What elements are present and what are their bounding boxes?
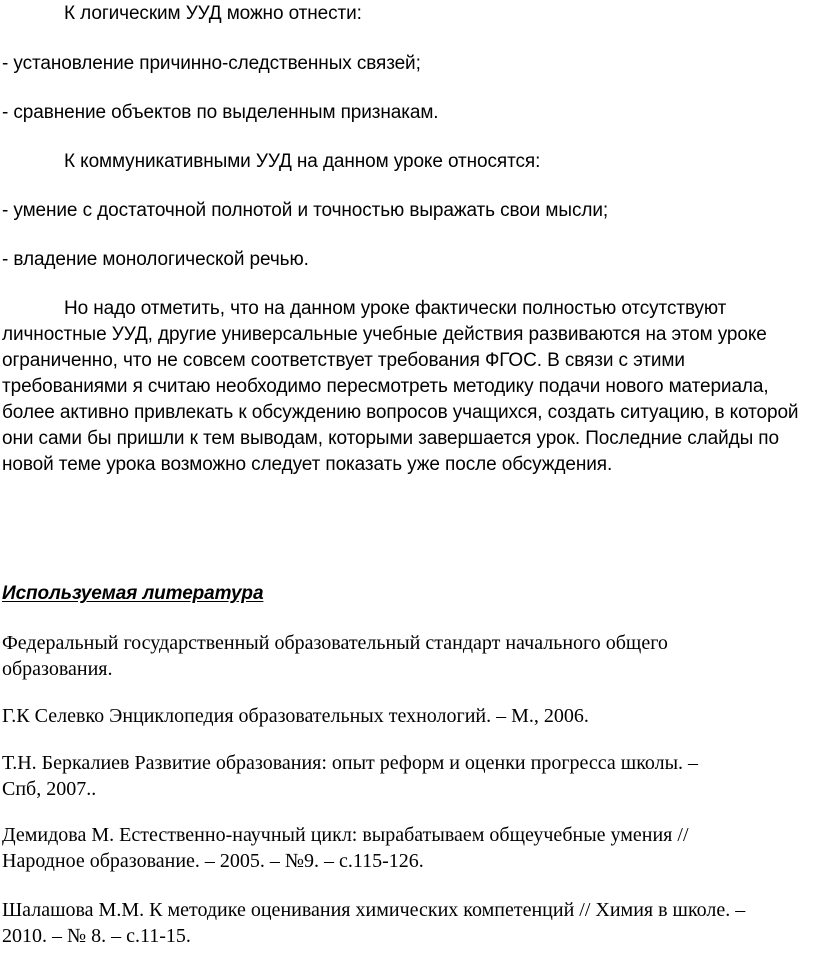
entry-line: Спб, 2007.. — [2, 778, 97, 800]
entry-line: Федеральный государственный образовательный стандарт начального общего — [2, 632, 668, 654]
literature-heading: Используемая литература — [2, 583, 264, 604]
paragraph-line: личностные УУД, другие универсальные учебные действия развиваются на этом уроке — [2, 324, 767, 345]
conclusion-paragraph — [2, 296, 814, 478]
literature-entry — [2, 897, 814, 949]
communicative-uud-item: - умение с достаточной полнотой и точностью выражать свои мысли; — [2, 200, 609, 221]
communicative-uud-intro: К коммуникативными УУД на данном уроке относятся: — [64, 151, 541, 172]
entry-line: Г.К Селевко Энциклопедия образовательных технологий. – М., 2006. — [2, 705, 589, 727]
entry-line: образования. — [2, 658, 113, 680]
literature-entry — [2, 630, 814, 682]
paragraph-line: требованиями я считаю необходимо пересмотреть методику подачи нового материала, — [2, 376, 769, 397]
literature-entry — [2, 822, 814, 874]
entry-line: Народное образование. – 2005. – №9. – с.115-126. — [2, 850, 424, 872]
entry-line: Шалашова М.М. К методике оценивания химических компетенций // Химия в школе. – — [2, 899, 746, 921]
literature-entry — [2, 750, 814, 802]
paragraph-line: новой теме урока возможно следует показать уже после обсуждения. — [2, 454, 613, 475]
paragraph-line: Но надо отметить, что на данном уроке фактически полностью отсутствуют — [64, 298, 727, 319]
communicative-uud-item: - владение монологической речью. — [2, 249, 309, 270]
entry-line: Т.Н. Беркалиев Развитие образования: опыт реформ и оценки прогресса школы. – — [2, 752, 699, 774]
logical-uud-item: - установление причинно-следственных связей; — [2, 53, 421, 74]
paragraph-line: они сами бы пришли к тем выводам, которыми завершается урок. Последние слайды по — [2, 428, 779, 449]
entry-line: 2010. – № 8. – с.11-15. — [2, 925, 191, 947]
logical-uud-intro: К логическим УУД можно отнести: — [64, 3, 362, 24]
literature-entry — [2, 703, 814, 729]
paragraph-line: более активно привлекать к обсуждению вопросов учащихся, создать ситуацию, в которой — [2, 402, 799, 423]
entry-line: Демидова М. Естественно-научный цикл: вырабатываем общеучебные умения // — [2, 824, 689, 846]
logical-uud-item: - сравнение объектов по выделенным признакам. — [2, 102, 439, 123]
paragraph-line: ограниченно, что не совсем соответствует требования ФГОС. В связи с этими — [2, 350, 685, 371]
